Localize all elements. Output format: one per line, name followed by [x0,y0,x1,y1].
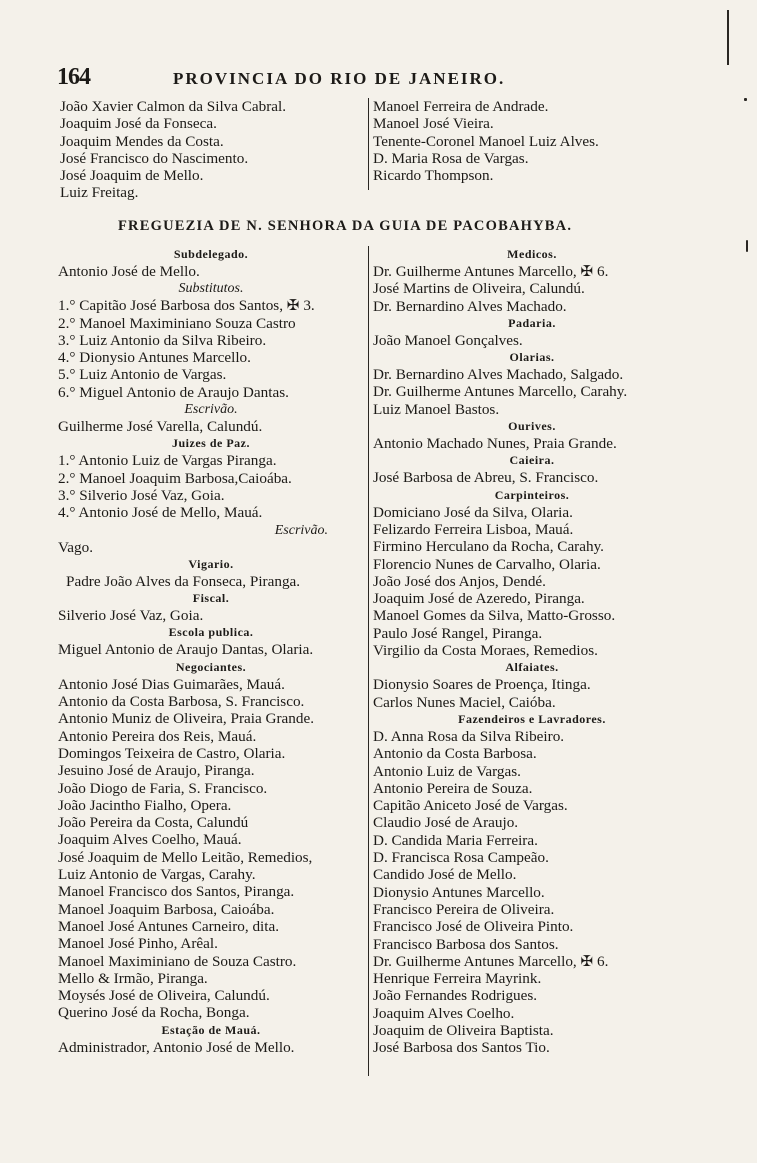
list-item: D. Anna Rosa da Silva Ribeiro. [373,727,565,745]
list-item: Antonio Luiz de Vargas. [373,762,521,780]
right-column [373,246,691,1057]
section-heading: Ourives. [508,419,556,434]
list-item: Manoel Francisco dos Santos, Piranga. [58,883,295,901]
top-right-list [373,98,703,184]
list-item: Dionysio Antunes Marcello. [373,883,545,901]
list-item: Joaquim José da Fonseca. [60,115,217,133]
running-title: PROVINCIA DO RIO DE JANEIRO. [173,69,506,88]
left-column [58,246,364,1056]
section-heading: Escrivão. [184,402,238,418]
list-item: Jesuino José de Araujo, Piranga. [58,762,255,780]
list-item: Vago. [58,538,94,556]
list-item: Henrique Ferreira Mayrink. [373,970,542,988]
list-item: Manoel Gomes da Silva, Matto-Grosso. [373,607,616,625]
list-item: Virgilio da Costa Moraes, Remedios. [373,642,598,660]
list-item: 4.° Antonio José de Mello, Mauá. [58,504,263,522]
list-item: Carlos Nunes Maciel, Caióba. [373,693,556,711]
list-item: 2.° Manoel Maximiniano Souza Castro [58,314,296,332]
list-item: Joaquim Mendes da Costa. [60,132,224,150]
list-item: Miguel Antonio de Araujo Dantas, Olaria. [58,641,314,659]
list-item: Administrador, Antonio José de Mello. [58,1038,295,1056]
list-item: Manoel Maximiniano de Souza Castro. [58,952,297,970]
list-item: Antonio Pereira de Souza. [373,779,533,797]
section-heading: Juizes de Paz. [172,436,250,451]
list-item: Dionysio Soares de Proença, Itinga. [373,676,591,694]
list-item: Manoel José Antunes Carneiro, dita. [58,917,280,935]
list-item: 6.° Miguel Antonio de Araujo Dantas. [58,383,289,401]
page-header [57,64,727,92]
list-item: Francisco Barbosa dos Santos. [373,935,559,953]
list-item: 5.° Luiz Antonio de Vargas. [58,366,227,384]
list-item: Joaquim Alves Coelho. [373,1004,515,1022]
list-item: Joaquim Alves Coelho, Mauá. [58,831,242,849]
edge-rule [727,10,729,65]
list-item: Antonio Muniz de Oliveira, Praia Grande. [58,710,315,728]
section-heading: Vigario. [188,556,234,571]
list-item: 3.° Silverio José Vaz, Goia. [58,486,225,504]
top-left-list [60,98,360,202]
list-item: 1.° Antonio Luiz de Vargas Piranga. [58,452,277,470]
section-heading: Fiscal. [192,591,230,606]
list-item: Mello & Irmão, Piranga. [58,969,208,987]
list-item: Joaquim de Oliveira Baptista. [373,1021,554,1039]
list-item: João Diogo de Faria, S. Francisco. [58,779,268,797]
list-item: Antonio da Costa Barbosa, S. Francisco. [58,693,305,711]
list-item: Francisco José de Oliveira Pinto. [373,918,574,936]
list-item: João Xavier Calmon da Silva Cabral. [60,98,287,115]
list-item: José Joaquim de Mello Leitão, Remedios, [58,848,313,866]
list-item: D. Francisca Rosa Campeão. [373,849,549,867]
section-heading: Escola publica. [168,625,254,640]
list-item: Dr. Bernardino Alves Machado, Salgado. [373,366,624,384]
list-item: João Pereira da Costa, Calundú [58,814,249,832]
list-item: Firmino Herculano da Rocha, Carahy. [373,538,604,556]
list-item: Padre João Alves da Fonseca, Piranga. [66,572,301,590]
section-heading: Carpinteiros. [494,487,570,502]
list-item: Manoel Joaquim Barbosa, Caioába. [58,900,275,918]
list-item: Domingos Teixeira de Castro, Olaria. [58,744,286,762]
list-item: Candido José de Mello. [373,866,517,884]
list-item: José Barbosa dos Santos Tio. [373,1039,550,1057]
section-heading: Alfaiates. [505,660,559,675]
list-item: Guilherme José Varella, Calundú. [58,418,263,436]
list-item: D. Maria Rosa de Vargas. [373,149,529,167]
list-item: D. Candida Maria Ferreira. [373,831,538,849]
section-heading: Subdelegado. [173,247,249,261]
section-heading: Fazendeiros e Lavradores. [458,711,606,726]
list-item: Luiz Manoel Bastos. [373,400,500,418]
section-heading: Estação de Mauá. [161,1022,261,1037]
list-item: Antonio Pereira dos Reis, Mauá. [58,727,257,745]
list-item: Tenente-Coronel Manoel Luiz Alves. [373,132,599,150]
list-item: João Fernandes Rodrigues. [373,987,538,1005]
list-item: Dr. Guilherme Antunes Marcello, Carahy. [373,383,628,401]
list-item: Antonio Machado Nunes, Praia Grande. [373,435,617,453]
list-item: Francisco Pereira de Oliveira. [373,900,555,918]
list-item: 4.° Dionysio Antunes Marcello. [58,349,251,367]
list-item: Silverio José Vaz, Goia. [58,607,204,625]
list-item: Felizardo Ferreira Lisboa, Mauá. [373,520,574,538]
list-item: João Manoel Gonçalves. [373,331,523,349]
list-item: 2.° Manoel Joaquim Barbosa,Caioába. [58,469,292,487]
section-heading: Padaria. [508,315,556,330]
column-divider [368,246,369,1076]
list-item: Manoel José Pinho, Arêal. [58,935,218,953]
print-speck [746,240,748,252]
list-item: Antonio José de Mello. [58,263,200,280]
list-item: Querino José da Rocha, Bonga. [58,1004,250,1022]
list-item: Moysés José de Oliveira, Calundú. [58,987,270,1005]
list-item: Dr. Bernardino Alves Machado. [373,297,567,315]
list-item: Manoel Ferreira de Andrade. [373,98,549,115]
list-item: Luiz Antonio de Vargas, Carahy. [58,866,256,884]
list-item: Antonio José Dias Guimarães, Mauá. [58,675,285,693]
section-heading: Negociantes. [175,659,247,674]
print-speck [744,98,747,101]
section-heading: Caieira. [509,453,555,468]
list-item: José Francisco do Nascimento. [60,149,249,167]
list-item: Joaquim José de Azeredo, Piranga. [373,590,585,608]
list-item: Capitão Aniceto José de Vargas. [373,797,568,815]
section-heading: Substitutos. [178,281,244,297]
list-item: José Martins de Oliveira, Calundú. [373,280,585,298]
section-heading: Medicos. [507,247,557,261]
list-item: Antonio da Costa Barbosa. [373,745,537,763]
page-number: 164 [57,64,90,90]
section-heading: Escrivão. [274,522,328,538]
list-item: Florencio Nunes de Carvalho, Olaria. [373,555,601,573]
list-item: José Joaquim de Mello. [60,167,204,185]
list-item: José Barbosa de Abreu, S. Francisco. [373,469,599,487]
list-item: Dr. Guilherme Antunes Marcello, ✠ 6. [373,952,609,970]
list-item: Claudio José de Araujo. [373,814,519,832]
list-item: Ricardo Thompson. [373,167,494,185]
column-divider [368,98,369,190]
list-item: João Jacintho Fialho, Opera. [58,796,232,814]
section-title: FREGUEZIA DE N. SENHORA DA GUIA DE PACOBAHYBA. [118,218,573,234]
list-item: João José dos Anjos, Dendé. [373,572,546,590]
section-heading: Olarias. [509,350,555,365]
list-item: Luiz Freitag. [60,184,139,202]
list-item: Manoel José Vieira. [373,115,494,133]
list-item: Domiciano José da Silva, Olaria. [373,503,573,521]
list-item: 3.° Luiz Antonio da Silva Ribeiro. [58,331,267,349]
list-item: Dr. Guilherme Antunes Marcello, ✠ 6. [373,263,609,280]
list-item: 1.° Capitão José Barbosa dos Santos, ✠ 3. [58,297,315,315]
list-item: Paulo José Rangel, Piranga. [373,624,543,642]
